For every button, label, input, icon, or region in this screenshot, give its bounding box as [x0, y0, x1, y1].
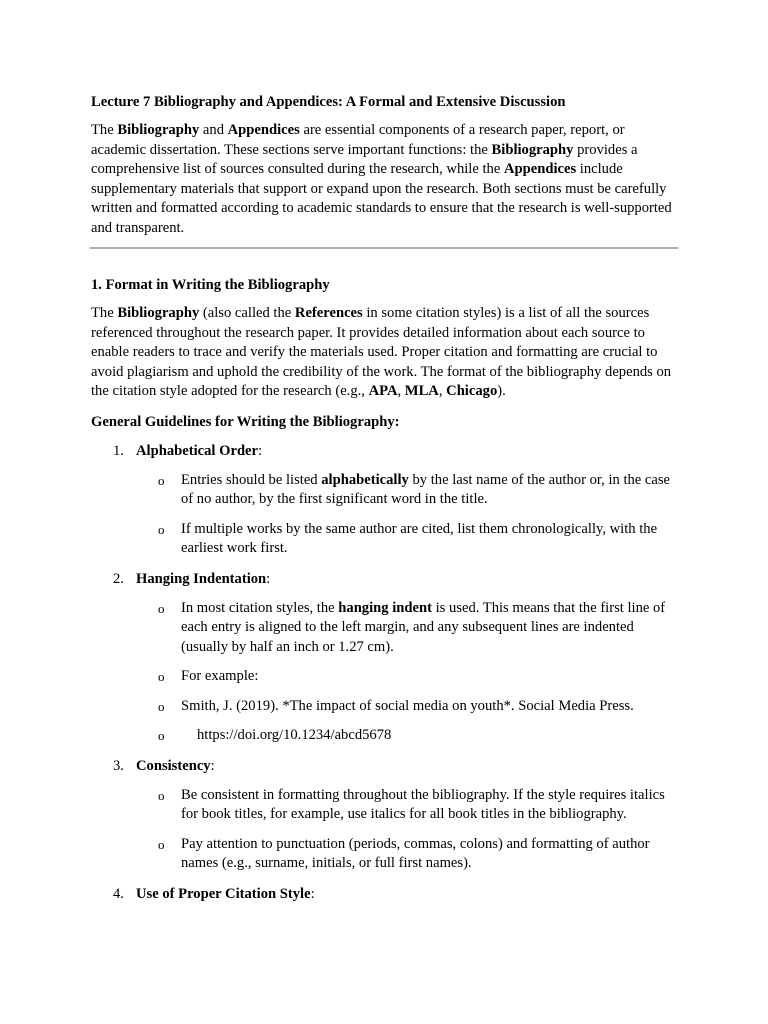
intro-text: include supplementary materials that support or expand upon the research. Both sections must be carefully written and formatted according to academic standards to ensure that the research is well-supported and transparent.	[91, 161, 672, 236]
item-number: 4.	[113, 885, 124, 902]
bullet-text: Entries should be listed	[181, 471, 322, 488]
paragraph-bold-term: Bibliography	[117, 305, 200, 321]
intro-text: are essential components of a research paper, report, or academic dissertation. These sections serve important functions: the	[91, 122, 625, 158]
bullet-marker: o	[158, 472, 165, 488]
section-heading: 1. Format in Writing the Bibliography	[91, 277, 330, 293]
paragraph-text: (also called the	[199, 305, 295, 321]
item-number: 1.	[113, 442, 124, 459]
bullet-marker: o	[158, 669, 165, 684]
intro-text: provides a comprehensive list of sources consulted during the research, while the	[91, 141, 638, 177]
item-label: Alphabetical Order	[136, 442, 259, 459]
item-label: Use of Proper Citation Style	[136, 885, 311, 902]
numbered-item	[91, 441, 681, 461]
intro-bold-term: Bibliography	[491, 141, 574, 158]
intro-bold-term: Bibliography	[117, 122, 200, 138]
bullet-bold-term: hanging indent	[338, 599, 432, 616]
paragraph-text: ,	[438, 383, 447, 399]
paragraph-text: ).	[497, 383, 506, 399]
intro-text: The	[91, 122, 118, 138]
bullet-item	[91, 667, 681, 687]
paragraph-text: ,	[397, 383, 405, 399]
bullet-text: If multiple works by the same author are cited, list them chronologically, with the earliest work first.	[181, 520, 658, 556]
bullet-item	[91, 835, 681, 874]
intro-bold-term: Appendices	[227, 122, 300, 138]
document-page	[91, 92, 681, 914]
bullet-text: Smith, J. (2019). *The impact of social media on youth*. Social Media Press.	[181, 697, 634, 714]
numbered-item	[91, 884, 681, 904]
bullet-marker: o	[158, 787, 165, 803]
bullet-bold-term: alphabetically	[321, 471, 409, 488]
bullet-marker: o	[158, 600, 165, 616]
intro-paragraph	[91, 121, 681, 238]
item-number: 2.	[113, 570, 124, 587]
numbered-item	[91, 756, 681, 776]
intro-text: and	[199, 122, 228, 138]
item-colon: :	[210, 757, 215, 774]
numbered-item	[91, 569, 681, 589]
bullet-text: Pay attention to punctuation (periods, commas, colons) and formatting of author names (e.g., surname, initials, or full first names).	[181, 835, 650, 871]
item-colon: :	[258, 442, 263, 459]
item-colon: :	[266, 570, 271, 587]
item-label: Consistency	[136, 757, 211, 774]
bullet-text: In most citation styles, the	[181, 599, 339, 616]
bullet-marker: o	[158, 521, 165, 537]
guidelines-heading: General Guidelines for Writing the Bibliography:	[91, 413, 400, 430]
paragraph-bold-term: APA	[368, 383, 398, 399]
bullet-item	[91, 726, 681, 746]
bullet-item	[91, 520, 681, 559]
paragraph-bold-term: Chicago	[446, 383, 498, 399]
bullet-item	[91, 599, 681, 658]
section-divider	[90, 247, 678, 249]
bibliography-paragraph	[91, 304, 681, 402]
item-label: Hanging Indentation	[136, 570, 267, 587]
paragraph-bold-term: References	[294, 305, 363, 321]
paragraph-bold-term: MLA	[404, 383, 439, 399]
bullet-marker: o	[158, 698, 165, 714]
bullet-text: is used. This means that the first line of each entry is aligned to the left margin, and any subsequent lines are indented (usually by half an inch or 1.27 cm).	[181, 599, 666, 655]
document-title: Lecture 7 Bibliography and Appendices: A Formal and Extensive Discussion	[91, 94, 566, 110]
bullet-text: Be consistent in formatting throughout the bibliography. If the style requires italics for book titles, for example, use italics for all book titles in the bibliography.	[181, 786, 665, 822]
item-colon: :	[310, 885, 315, 902]
paragraph-text: The	[91, 305, 118, 321]
doi-link-text: https://doi.org/10.1234/abcd5678	[197, 727, 392, 743]
bullet-marker: o	[158, 836, 165, 852]
bullet-text: For example:	[181, 668, 259, 684]
bullet-marker: o	[158, 728, 165, 743]
bullet-item	[91, 697, 681, 717]
bullet-item	[91, 471, 681, 510]
item-number: 3.	[113, 757, 124, 774]
bullet-item	[91, 786, 681, 825]
intro-bold-term: Appendices	[503, 161, 577, 177]
paragraph-text: in some citation styles) is a list of all the sources referenced throughout the research paper. It provides detailed information about each source to enable readers to trace and verify the materials used. Proper citation and formatting are crucial to avoid plagiarism and uphold the credibility of the work. The format of the bibliography depends on the citation style adopted for the research (e.g.,	[91, 305, 672, 399]
bullet-text: by the last name of the author or, in the case of no author, by the first significant word in the title.	[181, 471, 671, 507]
